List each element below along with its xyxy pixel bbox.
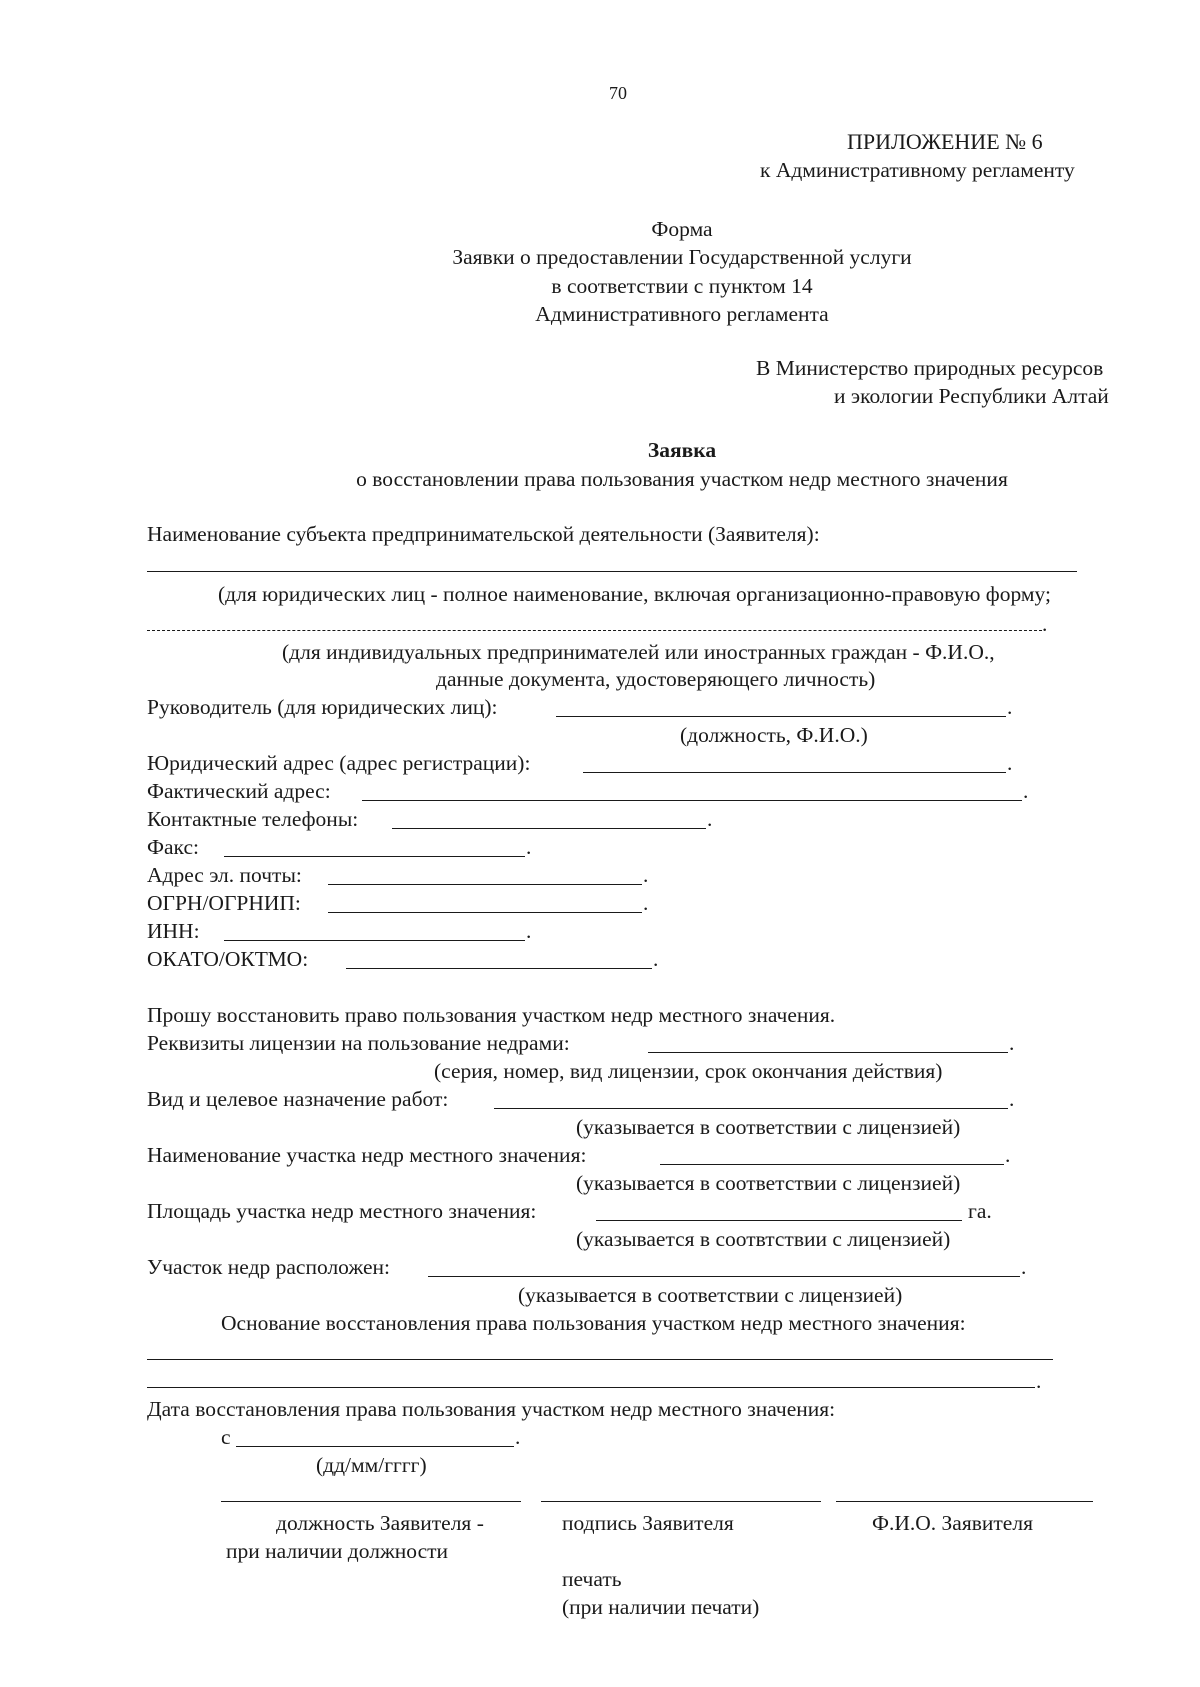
inn-line[interactable] <box>224 940 525 941</box>
basis-period: . <box>1036 1369 1042 1393</box>
location-hint: (указывается в соответствии с лицензией) <box>518 1283 903 1307</box>
basis-line-2[interactable] <box>147 1387 1035 1388</box>
legal-address-period: . <box>1007 751 1013 775</box>
addressee-line1: В Министерство природных ресурсов <box>756 356 1104 380</box>
signature-caption: подпись Заявителя <box>562 1511 734 1535</box>
work-label: Вид и целевое назначение работ: <box>147 1087 449 1111</box>
appendix-title: ПРИЛОЖЕНИЕ № 6 <box>847 129 1043 154</box>
legal-address-label: Юридический адрес (адрес регистрации): <box>147 751 531 775</box>
email-line[interactable] <box>328 884 642 885</box>
head-hint: (должность, Ф.И.О.) <box>680 723 868 747</box>
actual-address-period: . <box>1023 779 1029 803</box>
form-header-line1: Форма <box>651 217 713 241</box>
ogrn-period: . <box>643 891 649 915</box>
license-label: Реквизиты лицензии на пользование недрами: <box>147 1031 570 1055</box>
area-unit: га. <box>968 1199 992 1223</box>
page-number: 70 <box>609 83 627 103</box>
okato-label: ОКАТО/ОКТМО: <box>147 947 309 971</box>
applicant-hint-individual-2: данные документа, удостоверяющего личность) <box>436 667 876 691</box>
site-name-hint: (указывается в соответствии с лицензией) <box>576 1171 961 1195</box>
phones-line[interactable] <box>392 828 706 829</box>
work-hint: (указывается в соответствии с лицензией) <box>576 1115 961 1139</box>
license-hint: (серия, номер, вид лицензии, срок окончания действия) <box>434 1059 943 1083</box>
date-prefix: с <box>221 1425 231 1449</box>
fax-line[interactable] <box>224 856 525 857</box>
date-line[interactable] <box>236 1446 514 1447</box>
signature-line[interactable] <box>541 1501 821 1502</box>
applicant-hint-legal: (для юридических лиц - полное наименование, включая организационно-правовую форму; <box>218 582 1051 606</box>
location-label: Участок недр расположен: <box>147 1255 390 1279</box>
legal-address-line[interactable] <box>583 772 1006 773</box>
applicant-label: Наименование субъекта предпринимательской деятельности (Заявителя): <box>147 522 820 546</box>
request-title: Заявка <box>647 438 717 462</box>
inn-label: ИНН: <box>147 919 200 943</box>
applicant-period: . <box>1042 612 1048 636</box>
fax-label: Факс: <box>147 835 199 859</box>
license-period: . <box>1009 1031 1015 1055</box>
location-line[interactable] <box>428 1276 1020 1277</box>
form-header-line2: Заявки о предоставлении Государственной услуги <box>452 245 912 269</box>
head-field-line[interactable] <box>556 716 1006 717</box>
email-period: . <box>643 863 649 887</box>
head-label: Руководитель (для юридических лиц): <box>147 695 498 719</box>
ogrn-line[interactable] <box>328 912 642 913</box>
stamp-caption-2: (при наличии печати) <box>562 1595 760 1619</box>
date-label: Дата восстановления права пользования участком недр местного значения: <box>147 1397 836 1421</box>
ogrn-label: ОГРН/ОГРНИП: <box>147 891 301 915</box>
site-name-period: . <box>1005 1143 1011 1167</box>
head-period: . <box>1007 695 1013 719</box>
stamp-caption-1: печать <box>562 1567 622 1591</box>
request-subtitle: о восстановлении права пользования участком недр местного значения <box>356 467 1008 491</box>
date-hint: (дд/мм/гггг) <box>316 1453 427 1477</box>
actual-address-line[interactable] <box>362 800 1022 801</box>
position-signature-line[interactable] <box>221 1501 521 1502</box>
site-name-label: Наименование участка недр местного значения: <box>147 1143 587 1167</box>
fio-signature-line[interactable] <box>836 1501 1093 1502</box>
applicant-fio-line[interactable] <box>147 630 1042 631</box>
appendix-subtitle: к Административному регламенту <box>760 158 1075 182</box>
request-text: Прошу восстановить право пользования участком недр местного значения. <box>147 1003 836 1027</box>
inn-period: . <box>526 919 532 943</box>
location-period: . <box>1021 1255 1027 1279</box>
applicant-hint-individual-1: (для индивидуальных предпринимателей или иностранных граждан - Ф.И.О., <box>282 640 995 664</box>
okato-line[interactable] <box>346 968 652 969</box>
site-name-line[interactable] <box>660 1164 1004 1165</box>
fio-caption: Ф.И.О. Заявителя <box>872 1511 1033 1535</box>
license-line[interactable] <box>648 1052 1008 1053</box>
form-header-line4: Административного регламента <box>535 302 829 326</box>
addressee-line2: и экологии Республики Алтай <box>834 384 1109 408</box>
area-label: Площадь участка недр местного значения: <box>147 1199 537 1223</box>
position-caption-1: должность Заявителя - <box>276 1511 484 1535</box>
basis-label: Основание восстановления права пользования участком недр местного значения: <box>221 1311 966 1335</box>
phones-period: . <box>707 807 713 831</box>
phones-label: Контактные телефоны: <box>147 807 359 831</box>
area-hint: (указывается в соотвтствии с лицензией) <box>576 1227 951 1251</box>
form-header-line3: в соответствии с пунктом 14 <box>551 274 813 298</box>
basis-line-1[interactable] <box>147 1359 1053 1360</box>
position-caption-2: при наличии должности <box>226 1539 449 1563</box>
fax-period: . <box>526 835 532 859</box>
date-period: . <box>515 1425 521 1449</box>
area-line[interactable] <box>596 1220 962 1221</box>
applicant-name-line[interactable] <box>147 571 1077 572</box>
email-label: Адрес эл. почты: <box>147 863 302 887</box>
work-line[interactable] <box>494 1108 1008 1109</box>
work-period: . <box>1009 1087 1015 1111</box>
okato-period: . <box>653 947 659 971</box>
actual-address-label: Фактический адрес: <box>147 779 331 803</box>
